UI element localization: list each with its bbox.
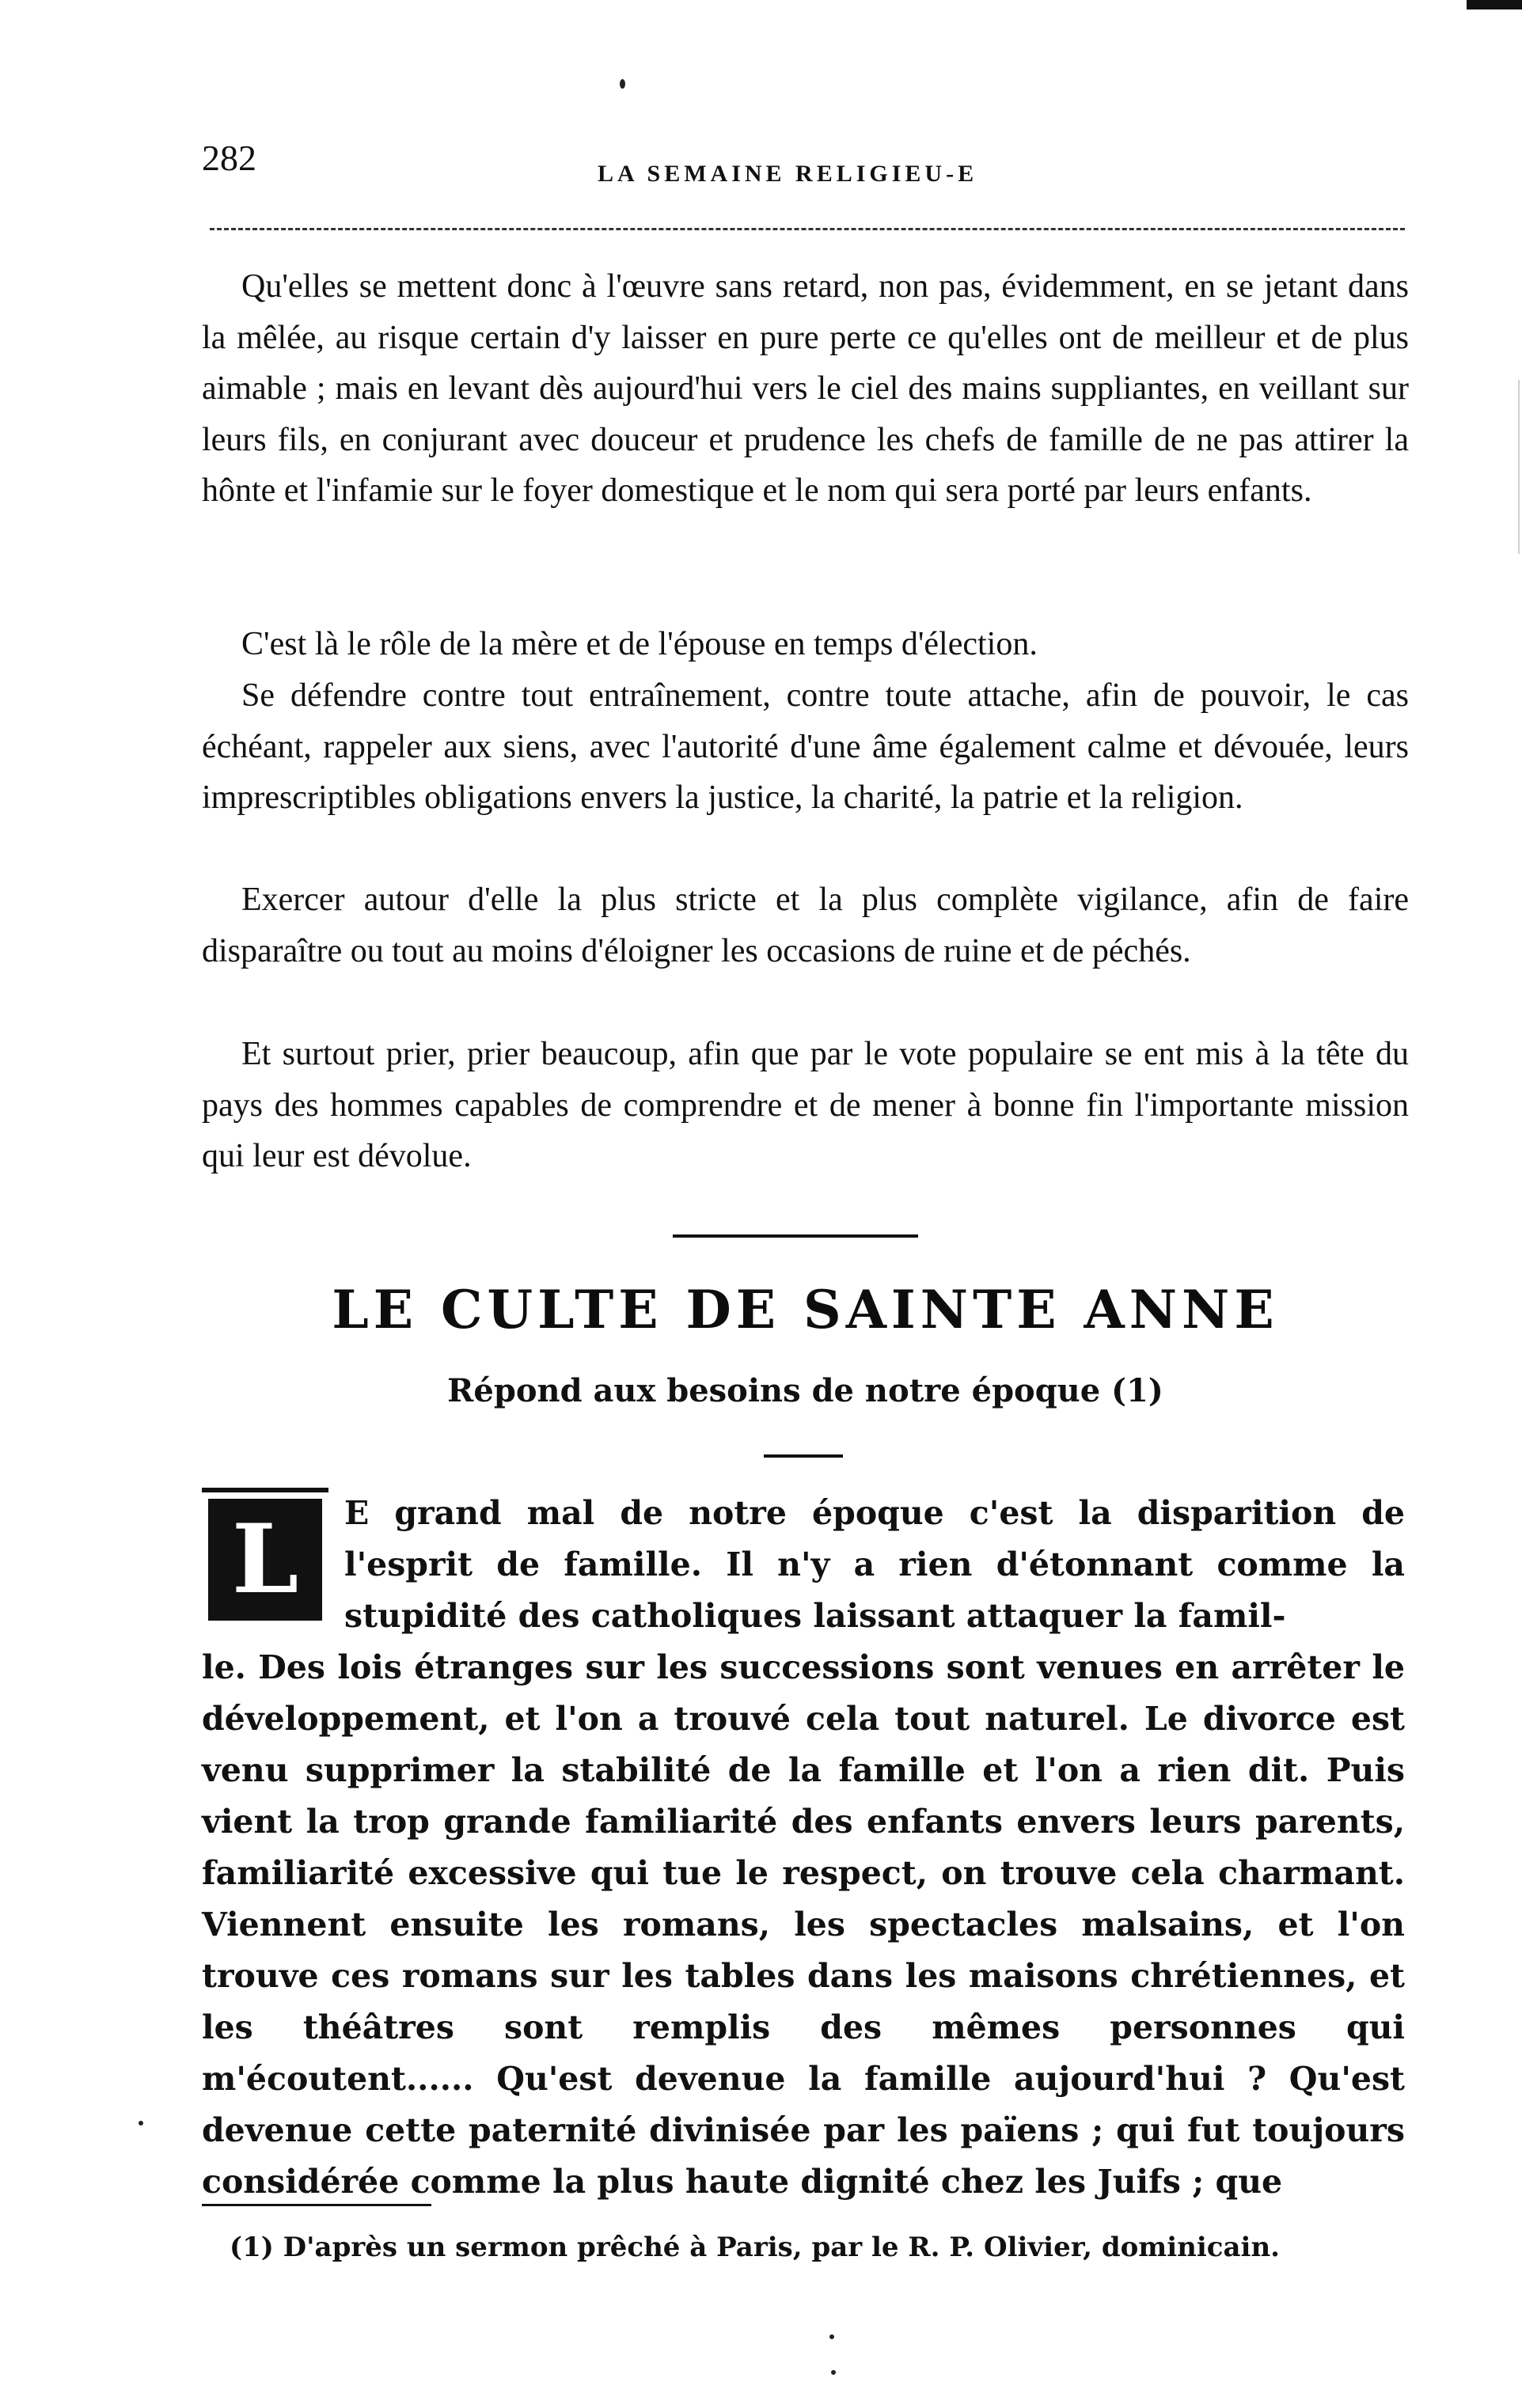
scan-speck bbox=[831, 2370, 836, 2375]
article-paragraph: le. Des lois étranges sur les successions sont venues en arrêter le développement, et l'on a trouvé cela tout naturel. Le divorce est venu supprimer la stabilité de la famille et l'on a rien dit. Puis vient la trop grande familiarité des enfants envers leurs parents, familiarité excessive qui tue le respect, on trouve cela charmant. Viennent ensuite les romans, les spectacles malsains, et l'on trouve ces romans sur les tables dans les maisons chrétiennes, et les théâtres sont remplis des mêmes personnes qui m'écoutent...... Qu'est devenue la famille aujourd'hui ? Qu'est devenue cette paternité divinisée par les païens ; qui fut toujours considérée comme la plus haute dignité chez les Juifs ; que bbox=[202, 1648, 1405, 2201]
scan-speck bbox=[829, 2334, 834, 2339]
header-rule bbox=[210, 228, 1405, 230]
running-head: LA SEMAINE RELIGIEU-E bbox=[598, 161, 978, 187]
article-paragraph-start: E grand mal de notre époque c'est la disparition de l'esprit de famille. Il n'y a rien d'étonnant comme la stupidité des catholiques laissant attaquer la famil- bbox=[344, 1494, 1405, 1635]
scan-speck bbox=[620, 79, 625, 89]
footnote: (1) D'après un sermon prêché à Paris, par le R. P. Olivier, dominicain. bbox=[230, 2232, 1280, 2263]
article-paragraph: Exercer autour d'elle la plus stricte et la plus complète vigilance, afin de faire disparaître ou tout au moins d'éloigner les occasions de ruine et de péchés. bbox=[202, 882, 1409, 969]
page-header bbox=[202, 135, 1413, 198]
scan-speck bbox=[139, 2121, 143, 2125]
subtitle-divider bbox=[764, 1454, 843, 1458]
article-paragraph: Se défendre contre tout entraînement, contre toute attache, afin de pouvoir, le cas échéant, rappeler aux siens, avec l'autorité d'une âme également calme et dévouée, leurs imprescriptibles obligations envers la justice, la charité, la patrie et la religion. bbox=[202, 677, 1409, 816]
scan-edge-line bbox=[1518, 380, 1520, 554]
article-paragraph: C'est là le rôle de la mère et de l'épouse en temps d'élection. bbox=[241, 626, 1038, 662]
scan-edge-mark bbox=[1467, 0, 1522, 9]
page-number: 282 bbox=[202, 138, 256, 178]
section-divider bbox=[673, 1234, 918, 1238]
section-subtitle: Répond aux besoins de notre époque (1) bbox=[447, 1372, 1163, 1409]
drop-cap: L bbox=[202, 1488, 328, 1627]
footnote-rule bbox=[202, 2204, 431, 2206]
section-title: LE CULTE DE SAINTE ANNE bbox=[332, 1279, 1279, 1341]
article-paragraph: Qu'elles se mettent donc à l'œuvre sans retard, non pas, évidemment, en se jetant dans la mêlée, au risque certain d'y laisser en pure perte ce qu'elles ont de meilleur et de plus aimable ; mais en levant dès aujourd'hui vers le ciel des mains suppliantes, en veillant sur leurs fils, en conjurant avec douceur et prudence les chefs de famille de ne pas attirer la hônte et l'infamie sur le foyer domestique et le nom qui sera porté par leurs enfants. bbox=[202, 268, 1409, 509]
article-paragraph: Et surtout prier, prier beaucoup, afin que par le vote populaire se ent mis à la tête du pays des hommes capables de comprendre et de mener à bonne fin l'importante mission qui leur est dévolue. bbox=[202, 1036, 1409, 1174]
